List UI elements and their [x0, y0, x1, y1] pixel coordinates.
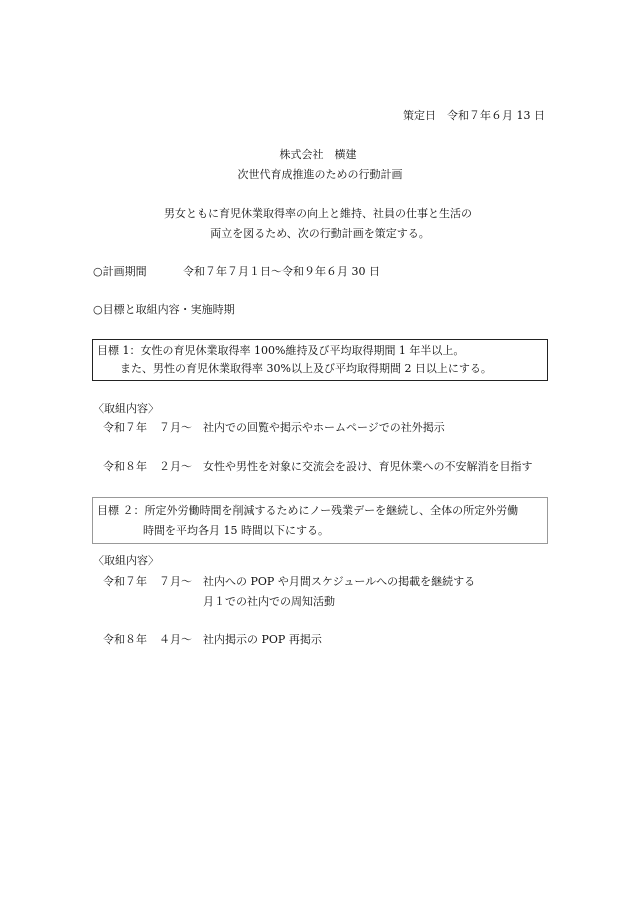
goals-heading: ○目標と取組内容・実施時期: [93, 303, 235, 316]
date-line: 策定日 令和７年６月 13 日: [403, 109, 545, 122]
goal-1-line-1: 目標 1：女性の育児休業取得率 100%維持及び平均取得期間 1 年半以上。: [97, 344, 465, 357]
item-month: ４月～: [159, 633, 192, 646]
item-month: ７月～: [159, 421, 192, 434]
goal-2-line-2: 時間を平均各月 15 時間以下にする。: [143, 524, 329, 537]
plan-title: 次世代育成推進のための行動計画: [237, 168, 403, 181]
item-year: 令和７年: [103, 575, 147, 588]
item-month: ７月～: [159, 575, 192, 588]
intro-line-1: 男女ともに育児休業取得率の向上と維持、社員の仕事と生活の: [164, 207, 472, 220]
item-year: 令和８年: [103, 460, 147, 473]
item-text: 社内への POP や月間スケジュールへの掲載を継続する: [203, 575, 476, 588]
goal-2-box: [92, 497, 548, 544]
goal-1-line-2: また、男性の育児休業取得率 30%以上及び平均取得期間 2 日以上にする。: [120, 362, 492, 375]
goal-1-box: [92, 339, 548, 381]
item-text: 社内掲示の POP 再掲示: [203, 633, 322, 646]
period-label: ○計画期間: [93, 265, 147, 278]
item-text: 女性や男性を対象に交流会を設け、育児休業への不安解消を目指す: [203, 460, 533, 473]
item-text-continued: 月１での社内での周知活動: [203, 595, 335, 608]
goal-1-section-label: 〈取組内容〉: [93, 402, 159, 415]
company-name: 株式会社 横建: [279, 148, 357, 161]
intro-line-2: 両立を図るため、次の行動計画を策定する。: [210, 227, 430, 240]
item-month: ２月～: [159, 460, 192, 473]
item-text: 社内での回覧や掲示やホームページでの社外掲示: [203, 421, 445, 434]
period-value: 令和７年７月１日～令和９年６月 30 日: [183, 265, 380, 278]
item-year: 令和８年: [103, 633, 147, 646]
item-year: 令和７年: [103, 421, 147, 434]
goal-2-section-label: 〈取組内容〉: [93, 554, 159, 567]
goal-2-line-1: 目標 ２：所定外労働時間を削減するためにノー残業デーを継続し、全体の所定外労働: [97, 504, 519, 517]
